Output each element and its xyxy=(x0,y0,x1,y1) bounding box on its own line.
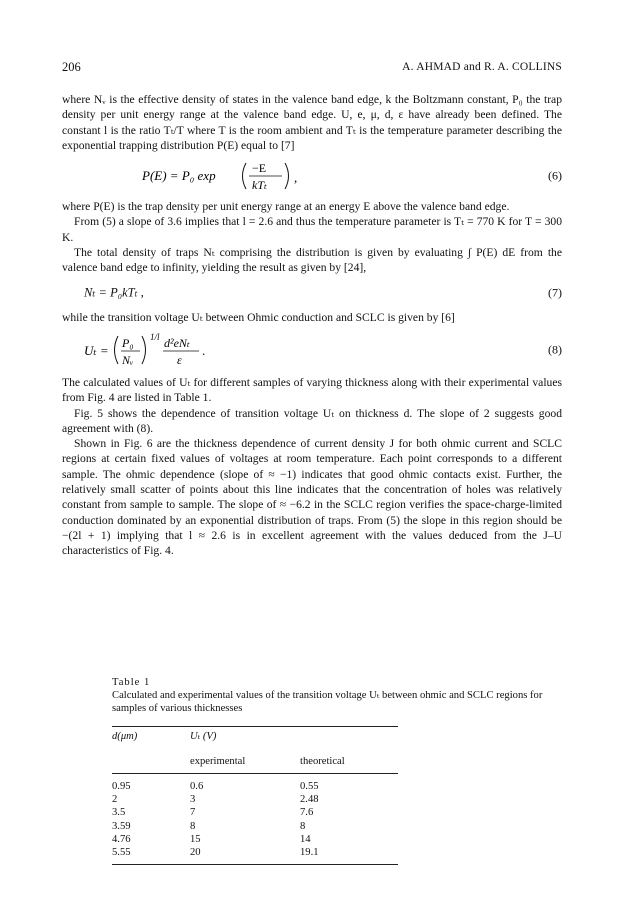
open-paren xyxy=(115,336,119,364)
equation-6-formula xyxy=(142,156,322,196)
fraction-numerator: d²eNₜ xyxy=(164,335,190,350)
fraction-denominator: ε xyxy=(177,352,182,367)
open-paren xyxy=(243,163,247,189)
equation-lhs: P(E) = P₀ exp xyxy=(142,168,216,184)
column-header-thickness: d(μm) xyxy=(112,730,138,742)
table-cell: 0.6 xyxy=(190,781,204,793)
table-cell: 0.55 xyxy=(300,781,319,793)
equation-number: (7) xyxy=(548,285,562,300)
close-paren xyxy=(285,163,289,189)
equation-6 xyxy=(62,156,562,196)
equation-8-formula xyxy=(84,328,244,372)
table-1 xyxy=(112,676,560,865)
table-cell: 8 xyxy=(190,820,196,832)
fraction-denominator: kTₜ xyxy=(252,178,267,193)
table-subheader-row xyxy=(112,747,398,774)
equation-formula: Nₜ = P₀kTₜ , xyxy=(84,285,144,300)
table-cell: 8 xyxy=(300,820,306,832)
table-cell: 7.6 xyxy=(300,807,314,819)
table-cell: 3 xyxy=(190,794,196,806)
equation-7 xyxy=(62,279,562,307)
paragraph: where P(E) is the trap density per unit energy range at an energy E above the valence band edge. xyxy=(62,200,510,214)
table-row xyxy=(112,780,398,793)
table-cell: 7 xyxy=(190,807,196,819)
exponent: 1/l xyxy=(150,331,160,342)
page-number: 206 xyxy=(62,60,81,74)
table-cell: 4.76 xyxy=(112,833,131,845)
data-table xyxy=(112,726,398,866)
table-row xyxy=(112,793,398,806)
body-text xyxy=(62,92,562,559)
equation-tail: . xyxy=(202,342,206,358)
table-row xyxy=(112,806,398,819)
fraction-numerator: −E xyxy=(252,161,267,176)
table-cell: 20 xyxy=(190,847,201,859)
table-cell: 15 xyxy=(190,833,201,845)
equation-number: (8) xyxy=(548,342,562,357)
table-row xyxy=(112,833,398,846)
table-header-row xyxy=(112,727,398,747)
paragraph: Fig. 5 shows the dependence of transition voltage Uₜ on thickness d. The slope of 2 suggests good agreement with (8). xyxy=(62,406,562,435)
table-row xyxy=(112,846,398,859)
table-cell: 3.5 xyxy=(112,807,126,819)
table-cell: 2 xyxy=(112,794,118,806)
subheader-experimental: experimental xyxy=(190,755,246,767)
fraction-denominator: Nᵥ xyxy=(122,352,134,367)
close-paren xyxy=(142,336,146,364)
table-cell: 5.55 xyxy=(112,847,131,859)
table-cell: 0.95 xyxy=(112,781,131,793)
table-title: Table 1 xyxy=(112,677,151,688)
table-row xyxy=(112,820,398,833)
fraction-numerator: P₀ xyxy=(122,335,134,350)
paragraph: Shown in Fig. 6 are the thickness dependence of current density J for both ohmic current and SCLC regions at certain fixed values of voltages at room temperature. Each point corresponds to a different sample. The ohmic dependence (slope of ≈ −1) indicates that good ohmic contacts exist. Further, the relatively small scatter of points about this line indicates that the concentration of holes was relatively constant from sample to sample. The slope of ≈ −6.2 in the SCLC region verifies the space-charge-limited conduction dominated by an exponential distribution of traps. From (5) the slope in this region should be −(2l + 1) implying that l ≈ 2.6 is in excellent agreement with the values deduced from the J–U characteristics of Fig. 4. xyxy=(62,437,562,558)
equation-tail: , xyxy=(294,170,298,186)
paragraph: From (5) a slope of 3.6 implies that l = 2.6 and thus the temperature parameter is Tₜ = 770 K for T = 300 K. xyxy=(62,215,562,244)
paragraph: where Nᵥ is the effective density of states in the valence band edge, k the Boltzmann constant, P₀ the trap density per unit energy range at the valence band edge. U, e, μ, d, ε have already been defined. The constant l is the ratio Tₜ/T where T is the room ambient and Tₜ is the temperature parameter describing the exponential trapping distribution P(E) equal to [7] xyxy=(62,93,562,152)
equation-lhs: Uₜ = xyxy=(84,342,109,358)
equation-8 xyxy=(62,328,562,372)
running-header-authors: A. AHMAD and R. A. COLLINS xyxy=(402,61,562,73)
subheader-theoretical: theoretical xyxy=(300,755,345,767)
column-header-voltage: Uₜ (V) xyxy=(190,730,217,742)
table-cell: 19.1 xyxy=(300,847,319,859)
table-cell: 2.48 xyxy=(300,794,319,806)
table-body xyxy=(112,774,398,864)
table-cell: 14 xyxy=(300,833,311,845)
table-cell: 3.59 xyxy=(112,820,131,832)
equation-number: (6) xyxy=(548,168,562,183)
paragraph: The total density of traps Nₜ comprising the distribution is given by evaluating ∫ P(E) dE from the valence band edge to infinity, yielding the result as given by [24], xyxy=(62,246,562,275)
paragraph: The calculated values of Uₜ for different samples of varying thickness along with their experimental values from Fig. 4 are listed in Table 1. xyxy=(62,375,562,405)
table-caption: Calculated and experimental values of the transition voltage Uₜ between ohmic and SCLC regions for samples of various thicknesses xyxy=(112,690,543,715)
paragraph: while the transition voltage Uₜ between Ohmic conduction and SCLC is given by [6] xyxy=(62,310,455,324)
